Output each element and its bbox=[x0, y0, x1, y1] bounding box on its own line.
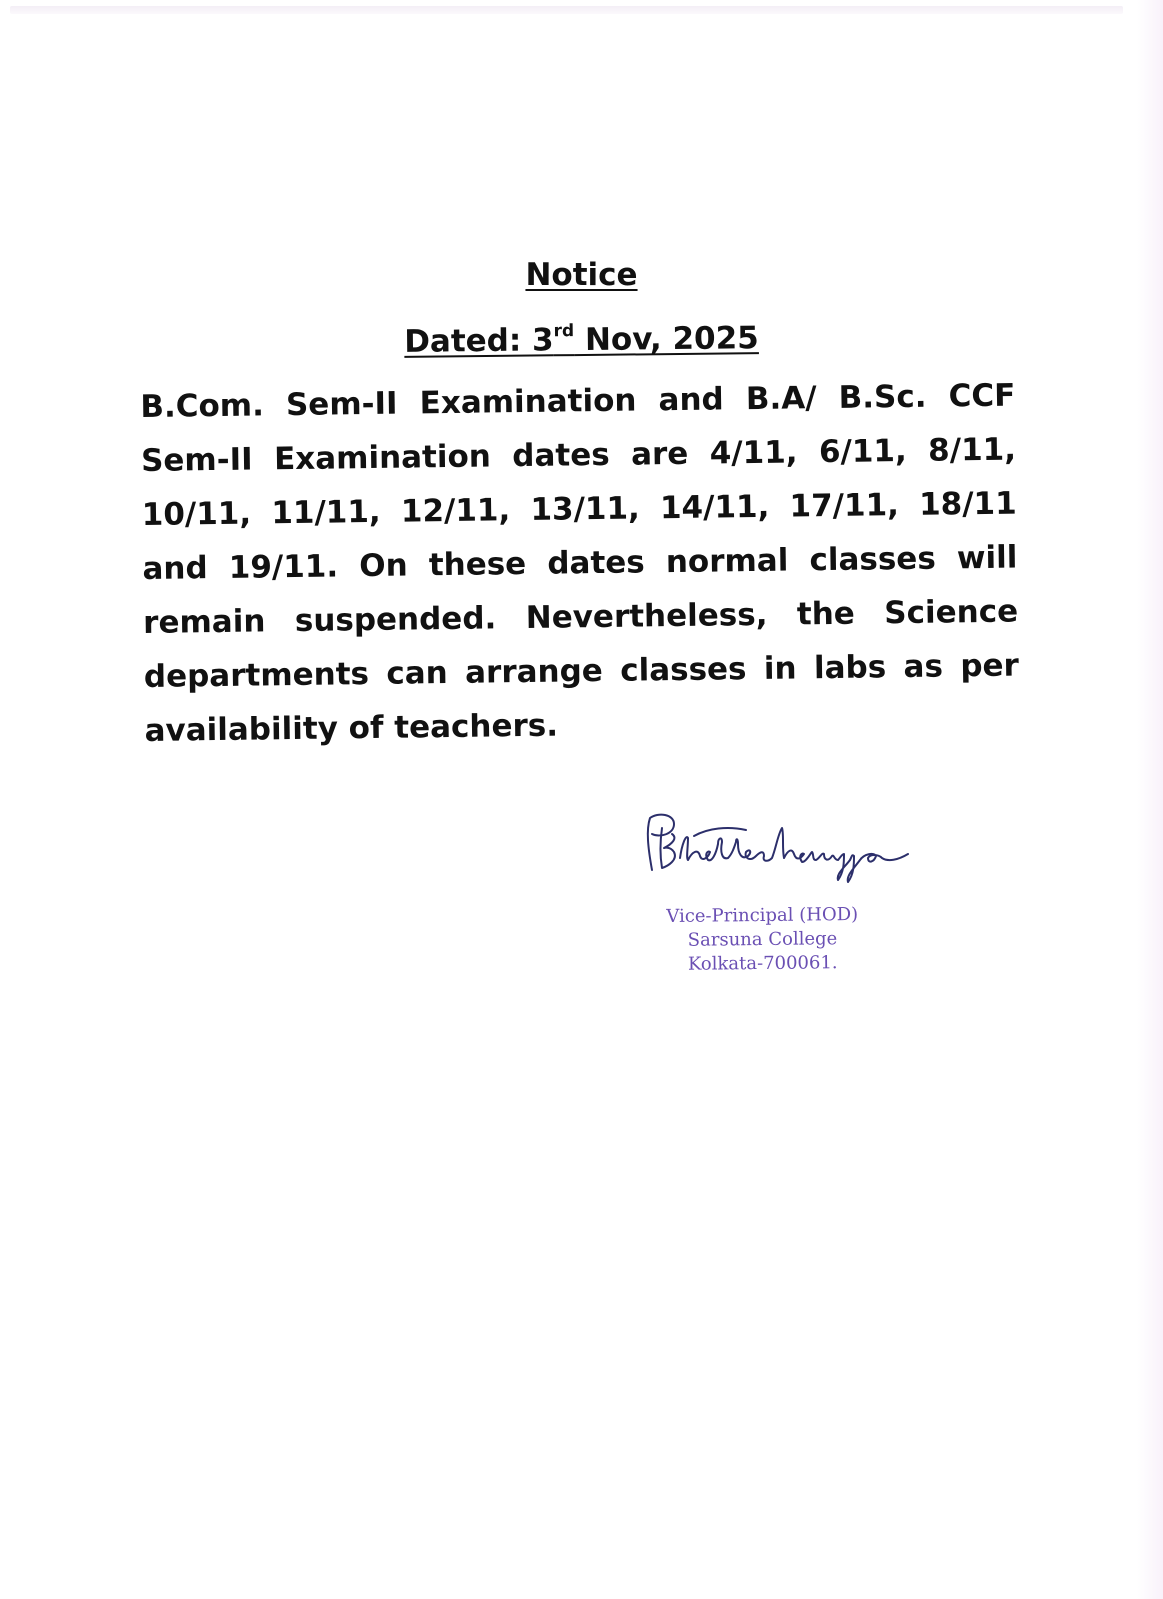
notice-date-text bbox=[404, 320, 759, 360]
notice-date bbox=[0, 314, 1163, 366]
scan-top-edge bbox=[10, 6, 1123, 14]
scan-right-edge bbox=[1137, 0, 1163, 1599]
date-ordinal-suffix: rd bbox=[553, 321, 575, 342]
date-prefix: Dated: 3 bbox=[404, 322, 554, 360]
notice-title-text: Notice bbox=[525, 257, 638, 293]
signature-image bbox=[638, 808, 928, 888]
notice-title bbox=[0, 255, 1163, 295]
notice-body-paragraph: B.Com. Sem-II Examination and B.A/ B.Sc. CCF Sem-II Examination dates are 4/11, 6/11, 8/11, 10/11, 11/11, 12/11, 13/11, 14/11, 17/11, 18/11 and 19/11. On these dates normal classes will remain suspended. Nevertheless, the Science departments can arrange classes in labs as per availability of teachers. bbox=[140, 377, 1020, 749]
stamp-designation: Vice-Principal (HOD) bbox=[666, 903, 859, 928]
stamp-institution: Sarsuna College bbox=[687, 928, 838, 951]
date-rest: Nov, 2025 bbox=[574, 320, 759, 359]
signature-name: PBhattacharyya bbox=[638, 808, 646, 809]
official-stamp bbox=[655, 903, 871, 977]
stamp-address: Kolkata-700061. bbox=[687, 952, 838, 975]
notice-body bbox=[140, 369, 1020, 758]
